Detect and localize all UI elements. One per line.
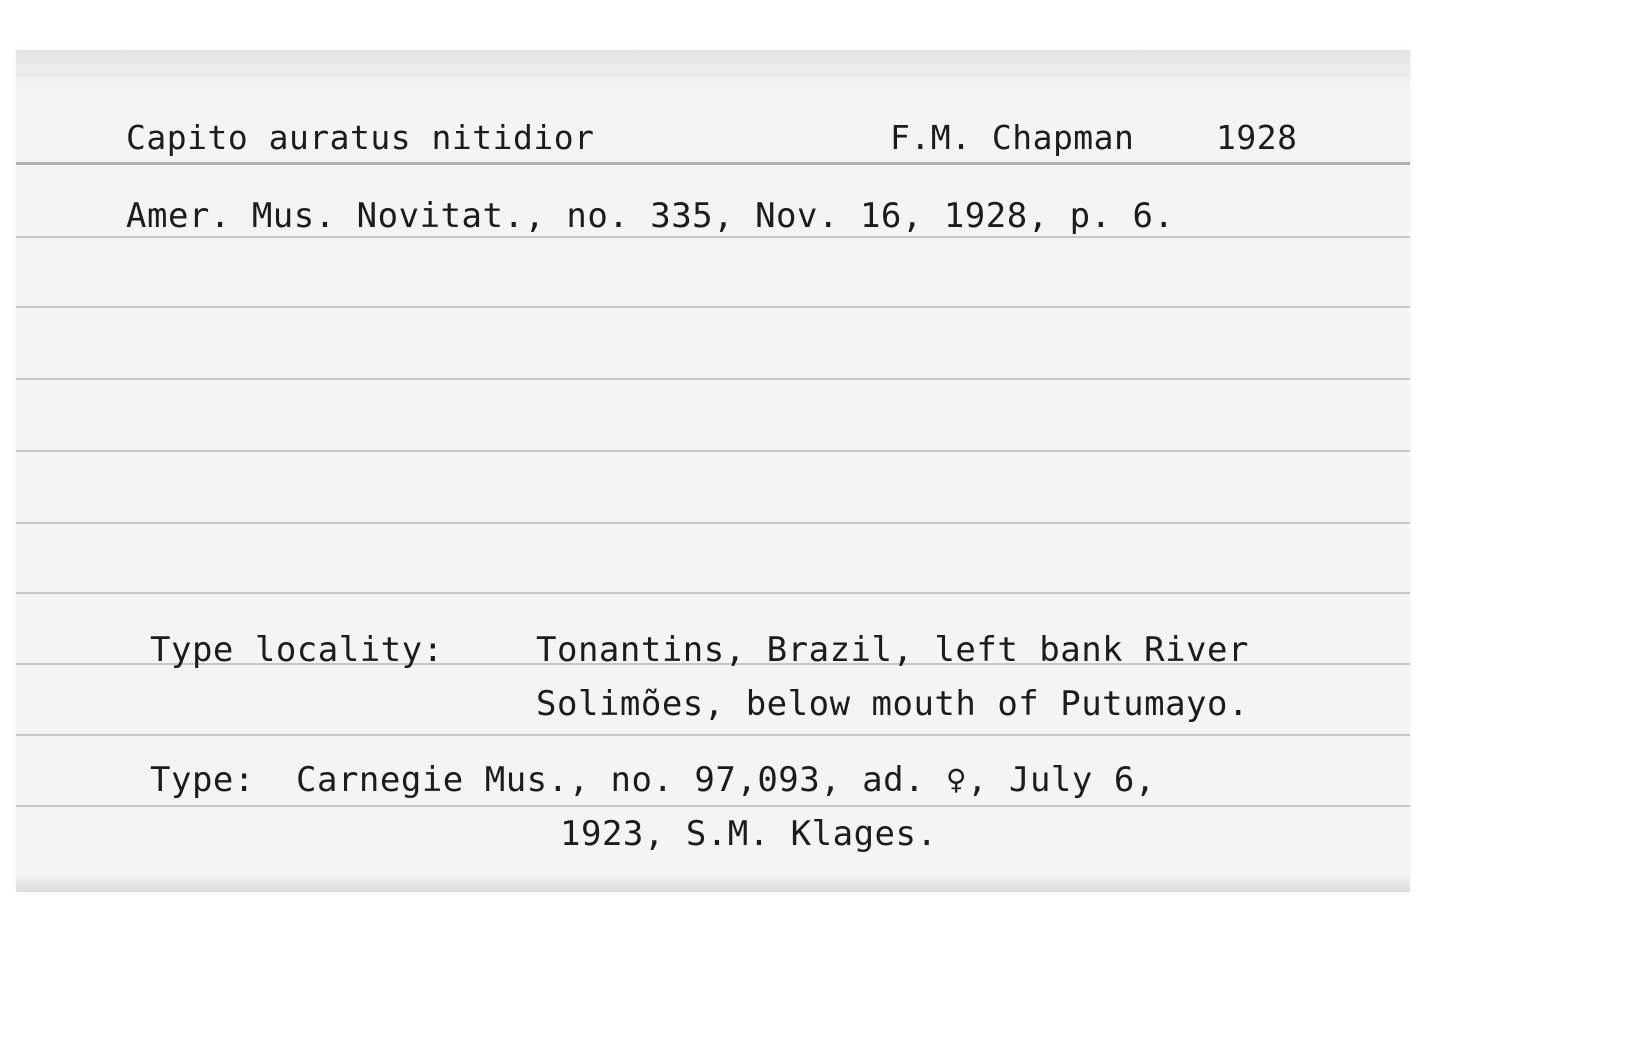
card-rule xyxy=(16,805,1410,807)
type-locality-line1: Tonantins, Brazil, left bank River xyxy=(536,630,1249,670)
type-locality-line2: Solimões, below mouth of Putumayo. xyxy=(536,684,1249,724)
type-specimen-line1: Carnegie Mus., no. 97,093, ad. ♀, July 6, xyxy=(296,760,1156,800)
card-rule xyxy=(16,236,1410,238)
card-rule xyxy=(16,592,1410,594)
description-year: 1928 xyxy=(1216,118,1298,157)
card-rule xyxy=(16,878,1410,880)
card-rule xyxy=(16,306,1410,308)
type-specimen-line2: 1923, S.M. Klages. xyxy=(560,814,938,854)
author-name: F.M. Chapman xyxy=(890,118,1135,157)
type-locality-label: Type locality: xyxy=(150,630,444,670)
type-label: Type: xyxy=(150,760,255,800)
card-rule xyxy=(16,522,1410,524)
species-name: Capito auratus nitidior xyxy=(126,118,595,157)
card-rule xyxy=(16,450,1410,452)
card-rule xyxy=(16,74,1410,75)
index-card xyxy=(16,50,1410,892)
card-rule xyxy=(16,734,1410,736)
card-header-rule xyxy=(16,162,1410,165)
citation-text: Amer. Mus. Novitat., no. 335, Nov. 16, 1928, p. 6. xyxy=(126,196,1175,236)
card-rule xyxy=(16,378,1410,380)
